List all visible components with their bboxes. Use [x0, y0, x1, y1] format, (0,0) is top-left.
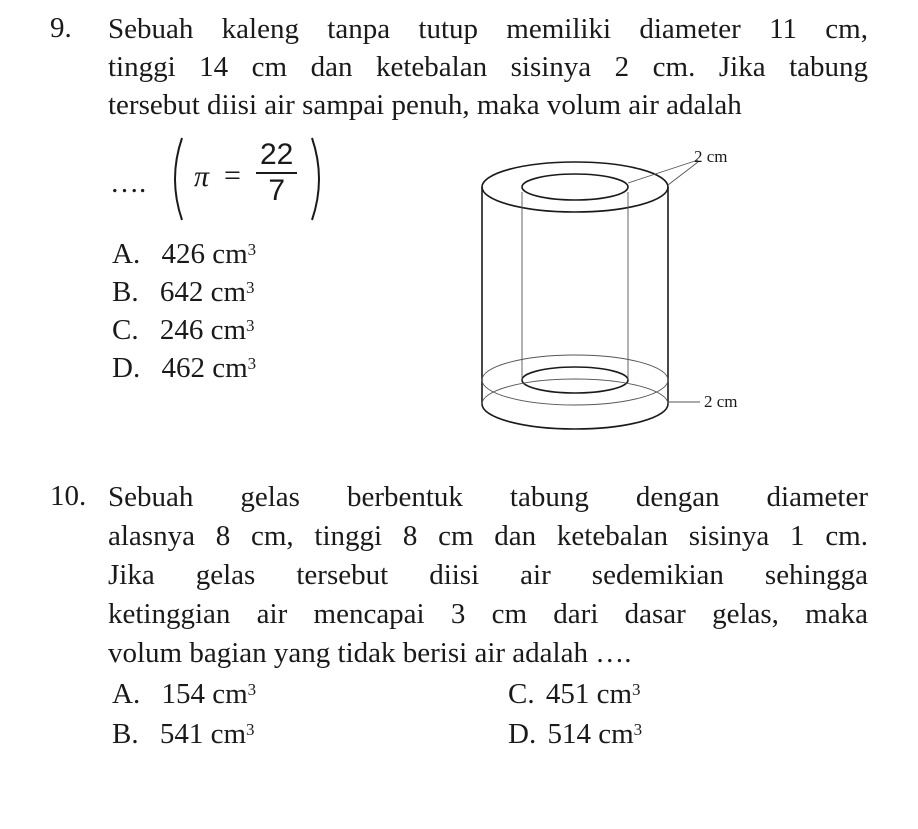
q10-option-d-exp: 3	[633, 720, 643, 739]
q10-option-a	[112, 676, 256, 712]
q10-option-a-exp: 3	[247, 680, 257, 699]
outer-bottom-back	[482, 379, 668, 404]
q9-pi-symbol: π	[194, 160, 210, 193]
q10-option-d	[508, 716, 642, 752]
q10-number: 10.	[50, 480, 87, 512]
q10-option-a-letter: A.	[112, 678, 141, 710]
q9-option-a-value: 426 cm	[161, 238, 248, 270]
q9-option-b-value: 642 cm	[159, 276, 247, 308]
q10-option-c-value: 451 cm	[545, 678, 633, 710]
q10-option-b-exp: 3	[246, 720, 255, 739]
q10-option-b-value: 541 cm	[159, 718, 247, 750]
q10-option-d-value: 514 cm	[547, 718, 634, 750]
hollow-cylinder-figure	[470, 140, 770, 450]
right-paren-icon	[308, 136, 328, 222]
q9-option-b-exp: 3	[246, 278, 255, 297]
q10-option-b	[112, 716, 255, 752]
q9-option-d-exp: 3	[247, 354, 257, 373]
q9-option-c	[112, 312, 255, 348]
q9-pi-fraction	[256, 138, 297, 208]
q9-option-b-letter: B.	[112, 276, 139, 308]
q9-option-a-exp: 3	[247, 240, 257, 259]
q9-option-c-letter: C.	[112, 314, 139, 346]
q9-pi-numerator: 22	[256, 138, 297, 174]
bottom-height-label: 2 cm	[704, 392, 738, 411]
q9-option-c-exp: 3	[246, 316, 255, 335]
q10-option-c-exp: 3	[632, 680, 641, 699]
left-paren-icon	[166, 136, 186, 222]
q9-option-c-value: 246 cm	[159, 314, 247, 346]
q10-option-a-value: 154 cm	[161, 678, 248, 710]
q10-line-5: volum bagian yang tidak berisi air adalah ….	[108, 637, 632, 669]
q10-option-d-letter: D.	[508, 718, 537, 750]
q9-line-1: Sebuah kaleng tanpa tutup memiliki diameter 11 cm,	[108, 13, 868, 45]
q9-number: 9.	[50, 12, 72, 44]
outer-top-ellipse	[482, 162, 668, 212]
q10-option-b-letter: B.	[112, 718, 139, 750]
q9-equals: =	[224, 159, 241, 192]
q9-option-d-letter: D.	[112, 352, 141, 384]
q9-line-2: tinggi 14 cm dan ketebalan sisinya 2 cm. Jika tabung	[108, 51, 868, 83]
q9-line-3: tersebut diisi air sampai penuh, maka volum air adalah	[108, 89, 742, 121]
base-top-ellipse	[482, 355, 668, 405]
q9-pi-denominator: 7	[268, 174, 286, 207]
inner-bottom-ellipse	[522, 367, 628, 393]
q10-line-3: Jika gelas tersebut diisi air sedemikian sehingga	[108, 559, 868, 591]
inner-top-ellipse	[522, 174, 628, 200]
q10-option-c	[508, 676, 641, 712]
q9-option-b	[112, 274, 255, 310]
q9-option-d	[112, 350, 256, 386]
q9-dots: ….	[110, 167, 147, 199]
q10-line-1: Sebuah gelas berbentuk tabung dengan diameter	[108, 481, 868, 513]
q10-line-2: alasnya 8 cm, tinggi 8 cm dan ketebalan sisinya 1 cm.	[108, 520, 868, 552]
q10-line-4: ketinggian air mencapai 3 cm dari dasar gelas, maka	[108, 598, 868, 630]
q9-option-a-letter: A.	[112, 238, 141, 270]
q9-option-d-value: 462 cm	[161, 352, 248, 384]
outer-bottom-front	[482, 404, 668, 429]
q9-option-a	[112, 236, 256, 272]
q9-pi-formula	[108, 132, 348, 222]
top-thickness-label: 2 cm	[694, 147, 728, 166]
q10-option-c-letter: C.	[508, 678, 535, 710]
